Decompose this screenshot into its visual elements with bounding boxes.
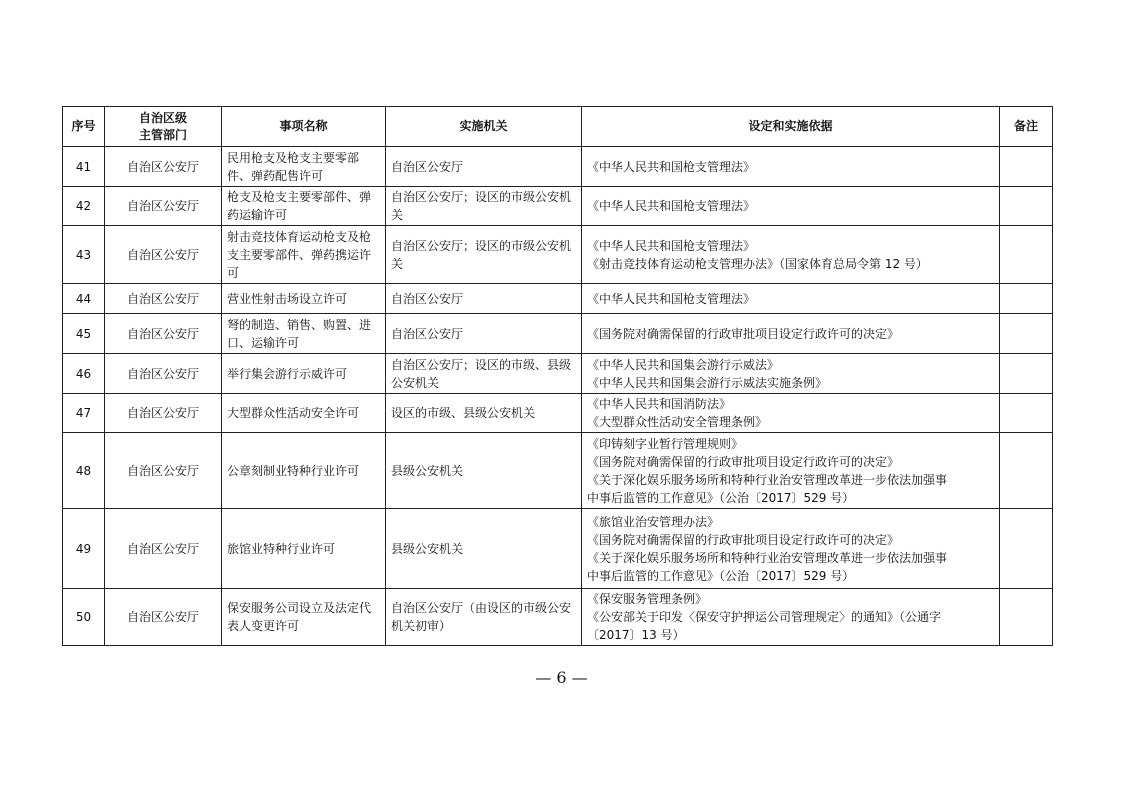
basis-line: 《中华人民共和国枪支管理法》 (587, 291, 756, 306)
cell-remark (1000, 509, 1053, 589)
cell-remark (1000, 589, 1053, 646)
cell-item: 大型群众性活动安全许可 (222, 394, 386, 433)
cell-item: 公章刻制业特种行业许可 (222, 433, 386, 509)
table-row (63, 187, 1053, 226)
basis-line: 〔2017〕13 号） (587, 628, 685, 642)
cell-item: 举行集会游行示威许可 (222, 354, 386, 394)
cell-dept: 自治区公安厅 (105, 226, 222, 284)
table-row (63, 433, 1053, 509)
basis-line: 《国务院对确需保留的行政审批项目设定行政许可的决定》 (587, 532, 900, 547)
cell-basis (582, 284, 1000, 314)
basis-line: 《公安部关于印发〈保安守护押运公司管理规定〉的通知》（公通字 (587, 610, 942, 624)
basis-line: 《中华人民共和国枪支管理法》 (587, 159, 756, 174)
cell-remark (1000, 187, 1053, 226)
cell-dept: 自治区公安厅 (105, 354, 222, 394)
cell-item: 枪支及枪支主要零部件、弹药运输许可 (222, 187, 386, 226)
basis-line: 《国务院对确需保留的行政审批项目设定行政许可的决定》 (587, 326, 900, 341)
cell-basis (582, 314, 1000, 354)
basis-line: 《中华人民共和国集会游行示威法实施条例》 (587, 375, 828, 390)
cell-seq: 41 (63, 147, 105, 187)
cell-item: 旅馆业特种行业许可 (222, 509, 386, 589)
table-body (63, 147, 1053, 646)
cell-basis (582, 354, 1000, 394)
cell-dept: 自治区公安厅 (105, 187, 222, 226)
cell-item: 民用枪支及枪支主要零部件、弹药配售许可 (222, 147, 386, 187)
basis-line: 《中华人民共和国枪支管理法》 (587, 199, 756, 213)
header-dept (105, 107, 222, 147)
cell-seq: 48 (63, 433, 105, 509)
cell-authority: 自治区公安厅；设区的市级公安机关 (386, 226, 582, 284)
basis-line: 《中华人民共和国集会游行示威法》 (587, 357, 780, 372)
table-row (63, 147, 1053, 187)
cell-seq: 44 (63, 284, 105, 314)
basis-line: 《射击竞技体育运动枪支管理办法》（国家体育总局令第 12 号） (587, 256, 928, 271)
basis-line: 《旅馆业治安管理办法》 (587, 514, 720, 529)
cell-remark (1000, 314, 1053, 354)
cell-basis (582, 433, 1000, 509)
cell-authority: 自治区公安厅 (386, 314, 582, 354)
cell-authority: 自治区公安厅（由设区的市级公安机关初审） (386, 589, 582, 646)
cell-basis (582, 147, 1000, 187)
cell-dept: 自治区公安厅 (105, 284, 222, 314)
cell-seq: 43 (63, 226, 105, 284)
table-header-row (63, 107, 1053, 147)
basis-line: 《保安服务管理条例》 (587, 592, 708, 606)
table-row (63, 354, 1053, 394)
cell-authority: 设区的市级、县级公安机关 (386, 394, 582, 433)
cell-remark (1000, 433, 1053, 509)
basis-line: 《中华人民共和国枪支管理法》 (587, 238, 756, 253)
basis-line: 《关于深化娱乐服务场所和特种行业治安管理改革进一步依法加强事 (587, 550, 948, 565)
cell-authority: 自治区公安厅；设区的市级公安机关 (386, 187, 582, 226)
cell-item: 保安服务公司设立及法定代表人变更许可 (222, 589, 386, 646)
cell-seq: 45 (63, 314, 105, 354)
header-basis: 设定和实施依据 (582, 107, 1000, 147)
permit-table (62, 106, 1053, 646)
table-row (63, 226, 1053, 284)
cell-remark (1000, 226, 1053, 284)
cell-seq: 47 (63, 394, 105, 433)
cell-seq: 46 (63, 354, 105, 394)
cell-dept: 自治区公安厅 (105, 433, 222, 509)
cell-basis (582, 509, 1000, 589)
cell-remark (1000, 147, 1053, 187)
basis-line: 《大型群众性活动安全管理条例》 (587, 415, 768, 429)
cell-item: 营业性射击场设立许可 (222, 284, 386, 314)
table-row (63, 589, 1053, 646)
cell-dept: 自治区公安厅 (105, 147, 222, 187)
cell-authority: 自治区公安厅 (386, 147, 582, 187)
header-seq: 序号 (63, 107, 105, 147)
cell-item: 弩的制造、销售、购置、进口、运输许可 (222, 314, 386, 354)
basis-line: 《国务院对确需保留的行政审批项目设定行政许可的决定》 (587, 454, 900, 469)
cell-authority: 县级公安机关 (386, 433, 582, 509)
header-remark: 备注 (1000, 107, 1053, 147)
cell-basis (582, 394, 1000, 433)
cell-seq: 42 (63, 187, 105, 226)
table-row (63, 394, 1053, 433)
header-dept-line1: 自治区级 (138, 110, 187, 125)
header-item: 事项名称 (222, 107, 386, 147)
cell-dept: 自治区公安厅 (105, 509, 222, 589)
cell-basis (582, 226, 1000, 284)
cell-authority: 自治区公安厅 (386, 284, 582, 314)
table-row (63, 284, 1053, 314)
basis-line: 《关于深化娱乐服务场所和特种行业治安管理改革进一步依法加强事 (587, 472, 948, 487)
cell-seq: 49 (63, 509, 105, 589)
page-number: — 6 — (535, 668, 588, 687)
header-authority: 实施机关 (386, 107, 582, 147)
cell-remark (1000, 284, 1053, 314)
basis-line: 《印铸刻字业暂行管理规则》 (587, 436, 744, 451)
cell-dept: 自治区公安厅 (105, 394, 222, 433)
cell-seq: 50 (63, 589, 105, 646)
table-row (63, 314, 1053, 354)
cell-authority: 自治区公安厅；设区的市级、县级公安机关 (386, 354, 582, 394)
cell-item: 射击竞技体育运动枪支及枪支主要零部件、弹药携运许可 (222, 226, 386, 284)
cell-dept: 自治区公安厅 (105, 589, 222, 646)
table-row (63, 509, 1053, 589)
cell-remark (1000, 394, 1053, 433)
basis-line: 《中华人民共和国消防法》 (587, 397, 732, 411)
header-dept-line2: 主管部门 (138, 127, 187, 142)
cell-remark (1000, 354, 1053, 394)
basis-line: 中事后监管的工作意见》（公治〔2017〕529 号） (587, 568, 855, 583)
basis-line: 中事后监管的工作意见》（公治〔2017〕529 号） (587, 490, 855, 505)
cell-authority: 县级公安机关 (386, 509, 582, 589)
cell-dept: 自治区公安厅 (105, 314, 222, 354)
cell-basis (582, 187, 1000, 226)
cell-basis (582, 589, 1000, 646)
